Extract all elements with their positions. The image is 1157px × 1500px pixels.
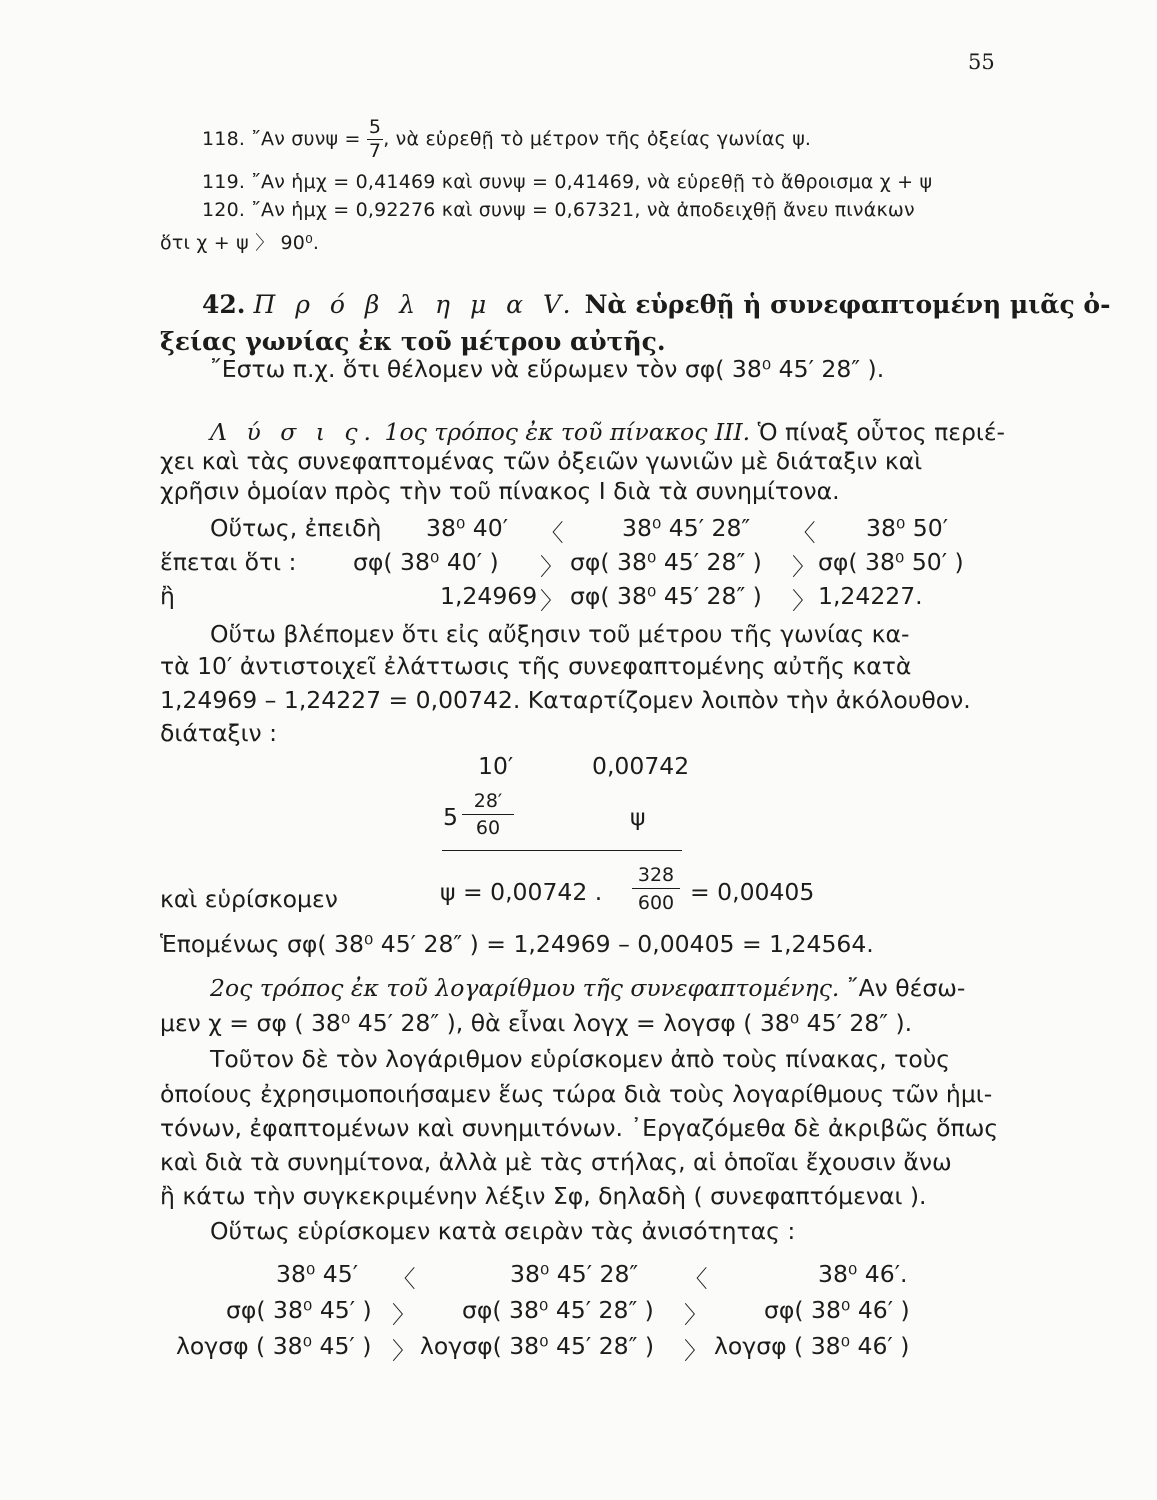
- ineq5-op1: 〉: [392, 1301, 416, 1329]
- fraction-numerator: 5: [368, 116, 382, 138]
- ineq4-c: 38⁰ 46′.: [818, 1260, 908, 1288]
- table-r2-den: 60: [475, 817, 501, 839]
- ineq6-op1: 〉: [392, 1337, 416, 1365]
- ineq3-op1: 〉: [540, 587, 564, 615]
- paragraph2-line4: διάταξιν :: [160, 719, 278, 747]
- ineq3-a: 1,24969: [440, 582, 538, 610]
- find-fraction: [632, 864, 680, 914]
- solution-line1: [210, 418, 1005, 446]
- ineq5-a: σφ( 38⁰ 45′ ): [226, 1296, 372, 1324]
- exercise-119: 119. ῎Αν ἡμχ = 0,41469 καὶ συνψ = 0,41469, νὰ εὑρεθῇ τὸ ἄθροισμα χ + ψ: [202, 171, 933, 193]
- ineq4-op1: 〈: [392, 1265, 416, 1293]
- find-label: καὶ εὑρίσκομεν: [160, 885, 338, 913]
- ineq1-a: 38⁰ 40′: [426, 514, 509, 542]
- ineq4-b: 38⁰ 45′ 28″: [510, 1260, 639, 1288]
- ineq2-op2: 〉: [792, 553, 816, 581]
- ineq2-op1: 〉: [540, 553, 564, 581]
- exercise-118-post: , νὰ εὑρεθῇ τὸ μέτρον τῆς ὀξείας γωνίας ψ.: [383, 128, 812, 150]
- method2-line2: μεν χ = σφ ( 38⁰ 45′ 28″ ), θὰ εἶναι λογχ = λογσφ ( 38⁰ 45′ 28″ ).: [160, 1009, 913, 1037]
- ineq5-c: σφ( 38⁰ 46′ ): [764, 1296, 910, 1324]
- result-line: Ἑπομένως σφ( 38⁰ 45′ 28″ ) = 1,24969 – 0,00405 = 1,24564.: [160, 930, 874, 958]
- table-r2b: ψ: [630, 803, 646, 831]
- page-number: 55: [968, 50, 995, 74]
- paragraph2-line1: Οὕτω βλέπομεν ὅτι εἰς αὔξησιν τοῦ μέτρου τῆς γωνίας κα-: [210, 620, 910, 648]
- intro-line: ῎Εστω π.χ. ὅτι θέλομεν νὰ εὕρωμεν τὸν σφ( 38⁰ 45′ 28″ ).: [210, 355, 885, 383]
- paragraph3-line2: ὁποίους ἐχρησιμοποιήσαμεν ἕως τώρα διὰ τοὺς λογαρίθμους τῶν ἡμι-: [160, 1080, 993, 1108]
- ineq1-op1: 〈: [540, 519, 564, 547]
- table-r1a: 10′: [478, 752, 514, 780]
- method1-label: 1ος τρόπος ἐκ τοῦ πίνακος ΙΙΙ.: [384, 418, 751, 446]
- find-num: 328: [632, 864, 680, 889]
- paragraph3-line1: Τοῦτον δὲ τὸν λογάριθμον εὑρίσκομεν ἀπὸ τοὺς πίνακας, τοὺς: [210, 1045, 951, 1073]
- ineq2-a: σφ( 38⁰ 40′ ): [353, 548, 499, 576]
- ineq2-b: σφ( 38⁰ 45′ 28″ ): [570, 548, 762, 576]
- table-r2-fraction: [462, 790, 514, 839]
- exercise-120-line2: ὅτι χ + ψ 〉 90⁰.: [160, 232, 320, 254]
- exercise-118-pre: 118. ῎Αν συνψ =: [202, 128, 367, 150]
- ineq1-op2: 〈: [792, 519, 816, 547]
- method2-line1: [210, 974, 965, 1002]
- method2-label: 2ος τρόπος ἐκ τοῦ λογαρίθμου τῆς συνεφαπτομένης.: [210, 974, 840, 1002]
- section-heading: [202, 290, 1110, 319]
- table-r2-num: 28′: [462, 790, 514, 815]
- ineq3-label: ἢ: [160, 582, 175, 610]
- ineq3-op2: 〉: [792, 587, 816, 615]
- ineq6-c: λογσφ ( 38⁰ 46′ ): [714, 1332, 910, 1360]
- ineq1-b: 38⁰ 45′ 28″: [622, 514, 751, 542]
- method2-rest: ῎Αν θέσω-: [846, 974, 966, 1002]
- exercise-120-line1: 120. ῎Αν ἡμχ = 0,92276 καὶ συνψ = 0,67321, νὰ ἀποδειχθῇ ἄνευ πινάκων: [202, 199, 915, 221]
- ineq5-op2: 〉: [684, 1301, 708, 1329]
- table-r2-whole: 5: [443, 803, 458, 831]
- find-expr: ψ = 0,00742 .: [440, 878, 603, 906]
- paragraph3-line4: καὶ διὰ τὰ συνημίτονα, ἀλλὰ μὲ τὰς στήλας, αἱ ὁποῖαι ἔχουσιν ἄνω: [160, 1148, 952, 1176]
- section-title-line2: [160, 327, 666, 356]
- ineq1-c: 38⁰ 50′: [866, 514, 949, 542]
- paragraph3-line5: ἢ κάτω τὴν συγκεκριμένην λέξιν Σφ, δηλαδὴ ( συνεφαπτόμεναι ).: [160, 1182, 927, 1210]
- ineq5-b: σφ( 38⁰ 45′ 28″ ): [462, 1296, 654, 1324]
- table-rule: [442, 850, 682, 851]
- fraction-denominator: 7: [368, 140, 382, 162]
- find-result: = 0,00405: [690, 878, 815, 906]
- ineq4-a: 38⁰ 45′: [276, 1260, 359, 1288]
- ineq4-op2: 〈: [684, 1265, 708, 1293]
- fraction-5-7: [367, 118, 383, 161]
- section-title-text: ξείας γωνίας ἐκ τοῦ μέτρου αὐτῆς.: [160, 327, 666, 356]
- ineq2-label: ἕπεται ὅτι :: [160, 548, 297, 576]
- table-r1b: 0,00742: [592, 752, 690, 780]
- problem-label: Π ρ ό β λ η μ α V.: [253, 290, 577, 319]
- paragraph3-line6: Οὕτως εὑρίσκομεν κατὰ σειρὰν τὰς ἀνισότητας :: [210, 1217, 796, 1245]
- paragraph3-line3: τόνων, ἐφαπτομένων καὶ συνημιτόνων. ᾿Εργαζόμεθα δὲ ἀκριβῶς ὅπως: [160, 1114, 999, 1142]
- ineq6-op2: 〉: [684, 1337, 708, 1365]
- lysis-label: Λ ύ σ ι ς.: [210, 418, 378, 446]
- exercise-118: [202, 118, 811, 161]
- section-title-line1: Νὰ εὑρεθῇ ἡ συνεφαπτομένη μιᾶς ὀ-: [584, 290, 1111, 319]
- ineq3-c: 1,24227.: [818, 582, 923, 610]
- ineq1-label: Οὕτως, ἐπειδὴ: [210, 514, 382, 542]
- ineq6-b: λογσφ( 38⁰ 45′ 28″ ): [420, 1332, 655, 1360]
- solution-line1-rest: Ὁ πίναξ οὗτος περιέ-: [757, 418, 1005, 446]
- ineq6-a: λογσφ ( 38⁰ 45′ ): [176, 1332, 372, 1360]
- paragraph1-line3: χρῆσιν ὁμοίαν πρὸς τὴν τοῦ πίνακος Ι διὰ τὰ συνημίτονα.: [160, 477, 840, 505]
- paragraph1-line2: χει καὶ τὰς συνεφαπτομένας τῶν ὀξειῶν γωνιῶν μὲ διάταξιν καὶ: [160, 447, 923, 475]
- ineq3-b: σφ( 38⁰ 45′ 28″ ): [570, 582, 762, 610]
- section-number: 42.: [202, 290, 246, 319]
- find-den: 600: [637, 892, 675, 914]
- paragraph2-line2: τὰ 10′ ἀντιστοιχεῖ ἐλάττωσις τῆς συνεφαπτομένης αὐτῆς κατὰ: [160, 652, 912, 680]
- paragraph2-line3: 1,24969 – 1,24227 = 0,00742. Καταρτίζομεν λοιπὸν τὴν ἀκόλουθον.: [160, 686, 971, 714]
- ineq2-c: σφ( 38⁰ 50′ ): [818, 548, 964, 576]
